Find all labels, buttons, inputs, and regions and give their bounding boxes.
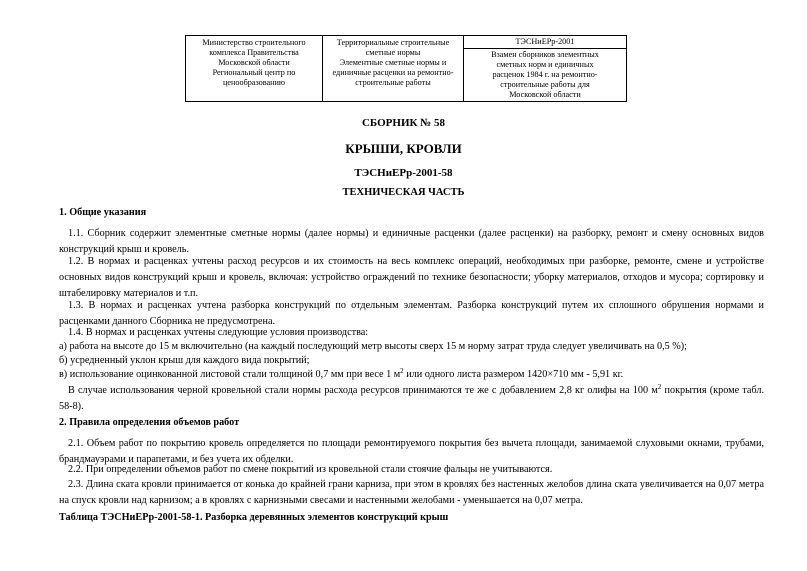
- list-item: [59, 367, 764, 383]
- section-heading: 1. Общие указания: [59, 207, 147, 218]
- list-item: а) работа на высоте до 15 м включительно (на каждый последующий метр высоты сверх 15 м норму затрат труда следует увеличивать на 0,5 %);: [59, 341, 687, 352]
- collection-title: КРЫШИ, КРОВЛИ: [345, 141, 462, 156]
- collection-code: ТЭСНиЕРр-2001-58: [354, 167, 453, 179]
- paragraph: 1.2. В нормах и расценках учтены расход ресурсов и их стоимость на весь комплекс операций, необходимых при разборке, ремонте, смене и устройстве основных видов конструкций крыш и кровель, включая: устройство ограждений по технике безопасности; уборку материалов, отходов и мусора; сортировку и штабелировку материалов и т.п.: [59, 256, 764, 299]
- document-header-table: [185, 35, 627, 102]
- paragraph: 2.3. Длина ската кровли принимается от конька до крайней грани карниза, при этом в кровлях без настенных желобов длина ската увеличивается на 0,07 метра на спуск кровли над карнизом; а в кровлях с карнизными свесами и настенными желобами - уменьшается на 0,07 метра.: [59, 479, 764, 506]
- collection-number: СБОРНИК № 58: [361, 117, 446, 129]
- paragraph: 1.4. В нормах и расценках учтены следующие условия производства:: [68, 327, 369, 338]
- header-norms-line: строительные работы: [355, 78, 431, 87]
- paragraph: 1.1. Сборник содержит элементные сметные нормы (далее нормы) и единичные расценки (далее расценки) на разборку, ремонт и смену основных видов конструкций крыш и кровель.: [59, 228, 764, 255]
- paragraph-text: В случае использования черной кровельной стали нормы расхода ресурсов принимаются те же с добавлением 2,8 кг олифы на 100 м: [68, 385, 658, 396]
- header-norms-cell: [323, 36, 464, 102]
- list-item-text: в) использование оцинкованной листовой стали толщиной 0,7 мм при весе 1 м: [59, 369, 401, 380]
- header-norms-line: единичные расценки на ремонтно-: [332, 68, 454, 77]
- header-norms-line: Территориальные строительные: [336, 38, 450, 47]
- header-replacement-line: строительные работы для: [500, 80, 590, 89]
- header-norms-line: сметные нормы: [365, 48, 421, 57]
- section-heading: 2. Правила определения объемов работ: [59, 417, 240, 428]
- paragraph: 2.1. Объем работ по покрытию кровель определяется по площади ремонтируемого покрытия без вычета площади, занимаемой слуховыми окнами, трубами, брандмауэрами и парапетами, и без учета их обделки.: [59, 438, 764, 465]
- paragraph: 2.2. При определении объемов работ по смене покрытий из кровельной стали стоячие фальцы не учитываются.: [68, 464, 553, 475]
- header-replacement-line: сметных норм и единичных: [496, 60, 594, 69]
- header-ministry-line: комплекса Правительства: [209, 48, 299, 57]
- part-title: ТЕХНИЧЕСКАЯ ЧАСТЬ: [342, 187, 465, 198]
- superscript: 2: [657, 383, 662, 391]
- header-norms-line: Элементные сметные нормы и: [339, 58, 447, 67]
- header-replacement-line: Взамен сборников элементных: [491, 50, 599, 59]
- paragraph: 1.3. В нормах и расценках учтена разборка конструкций по отдельным элементам. Разборка конструкций путем их сплошного обрушения нормами и расценками данного Сборника не предусмотрена.: [59, 300, 764, 327]
- paragraph: [59, 383, 764, 415]
- header-replacement-line: Московской области: [509, 90, 581, 99]
- list-item: б) усредненный уклон крыш для каждого вида покрытий;: [59, 355, 310, 366]
- header-ministry-line: Министерство строительного: [202, 38, 306, 47]
- header-replacement-line: расценок 1984 г. на ремонтно-: [492, 70, 598, 79]
- header-ministry-line: ценообразованию: [222, 78, 286, 87]
- header-ministry-cell: [186, 36, 323, 102]
- table-title: Таблица ТЭСНиЕРр-2001-58-1. Разборка деревянных элементов конструкций крыш: [59, 512, 449, 523]
- header-ministry-line: Московской области: [218, 58, 290, 67]
- header-code-cell: [464, 36, 627, 49]
- header-code: ТЭСНиЕРр-2001: [515, 37, 575, 46]
- list-item-text: или одного листа размером 1420×710 мм - 5,91 кг.: [403, 369, 624, 380]
- header-ministry-line: Региональный центр по: [212, 68, 296, 77]
- header-replacement-cell: [464, 49, 627, 102]
- paragraph-text: покрытия (кроме табл. 58-8).: [59, 385, 764, 412]
- superscript: 2: [400, 367, 404, 375]
